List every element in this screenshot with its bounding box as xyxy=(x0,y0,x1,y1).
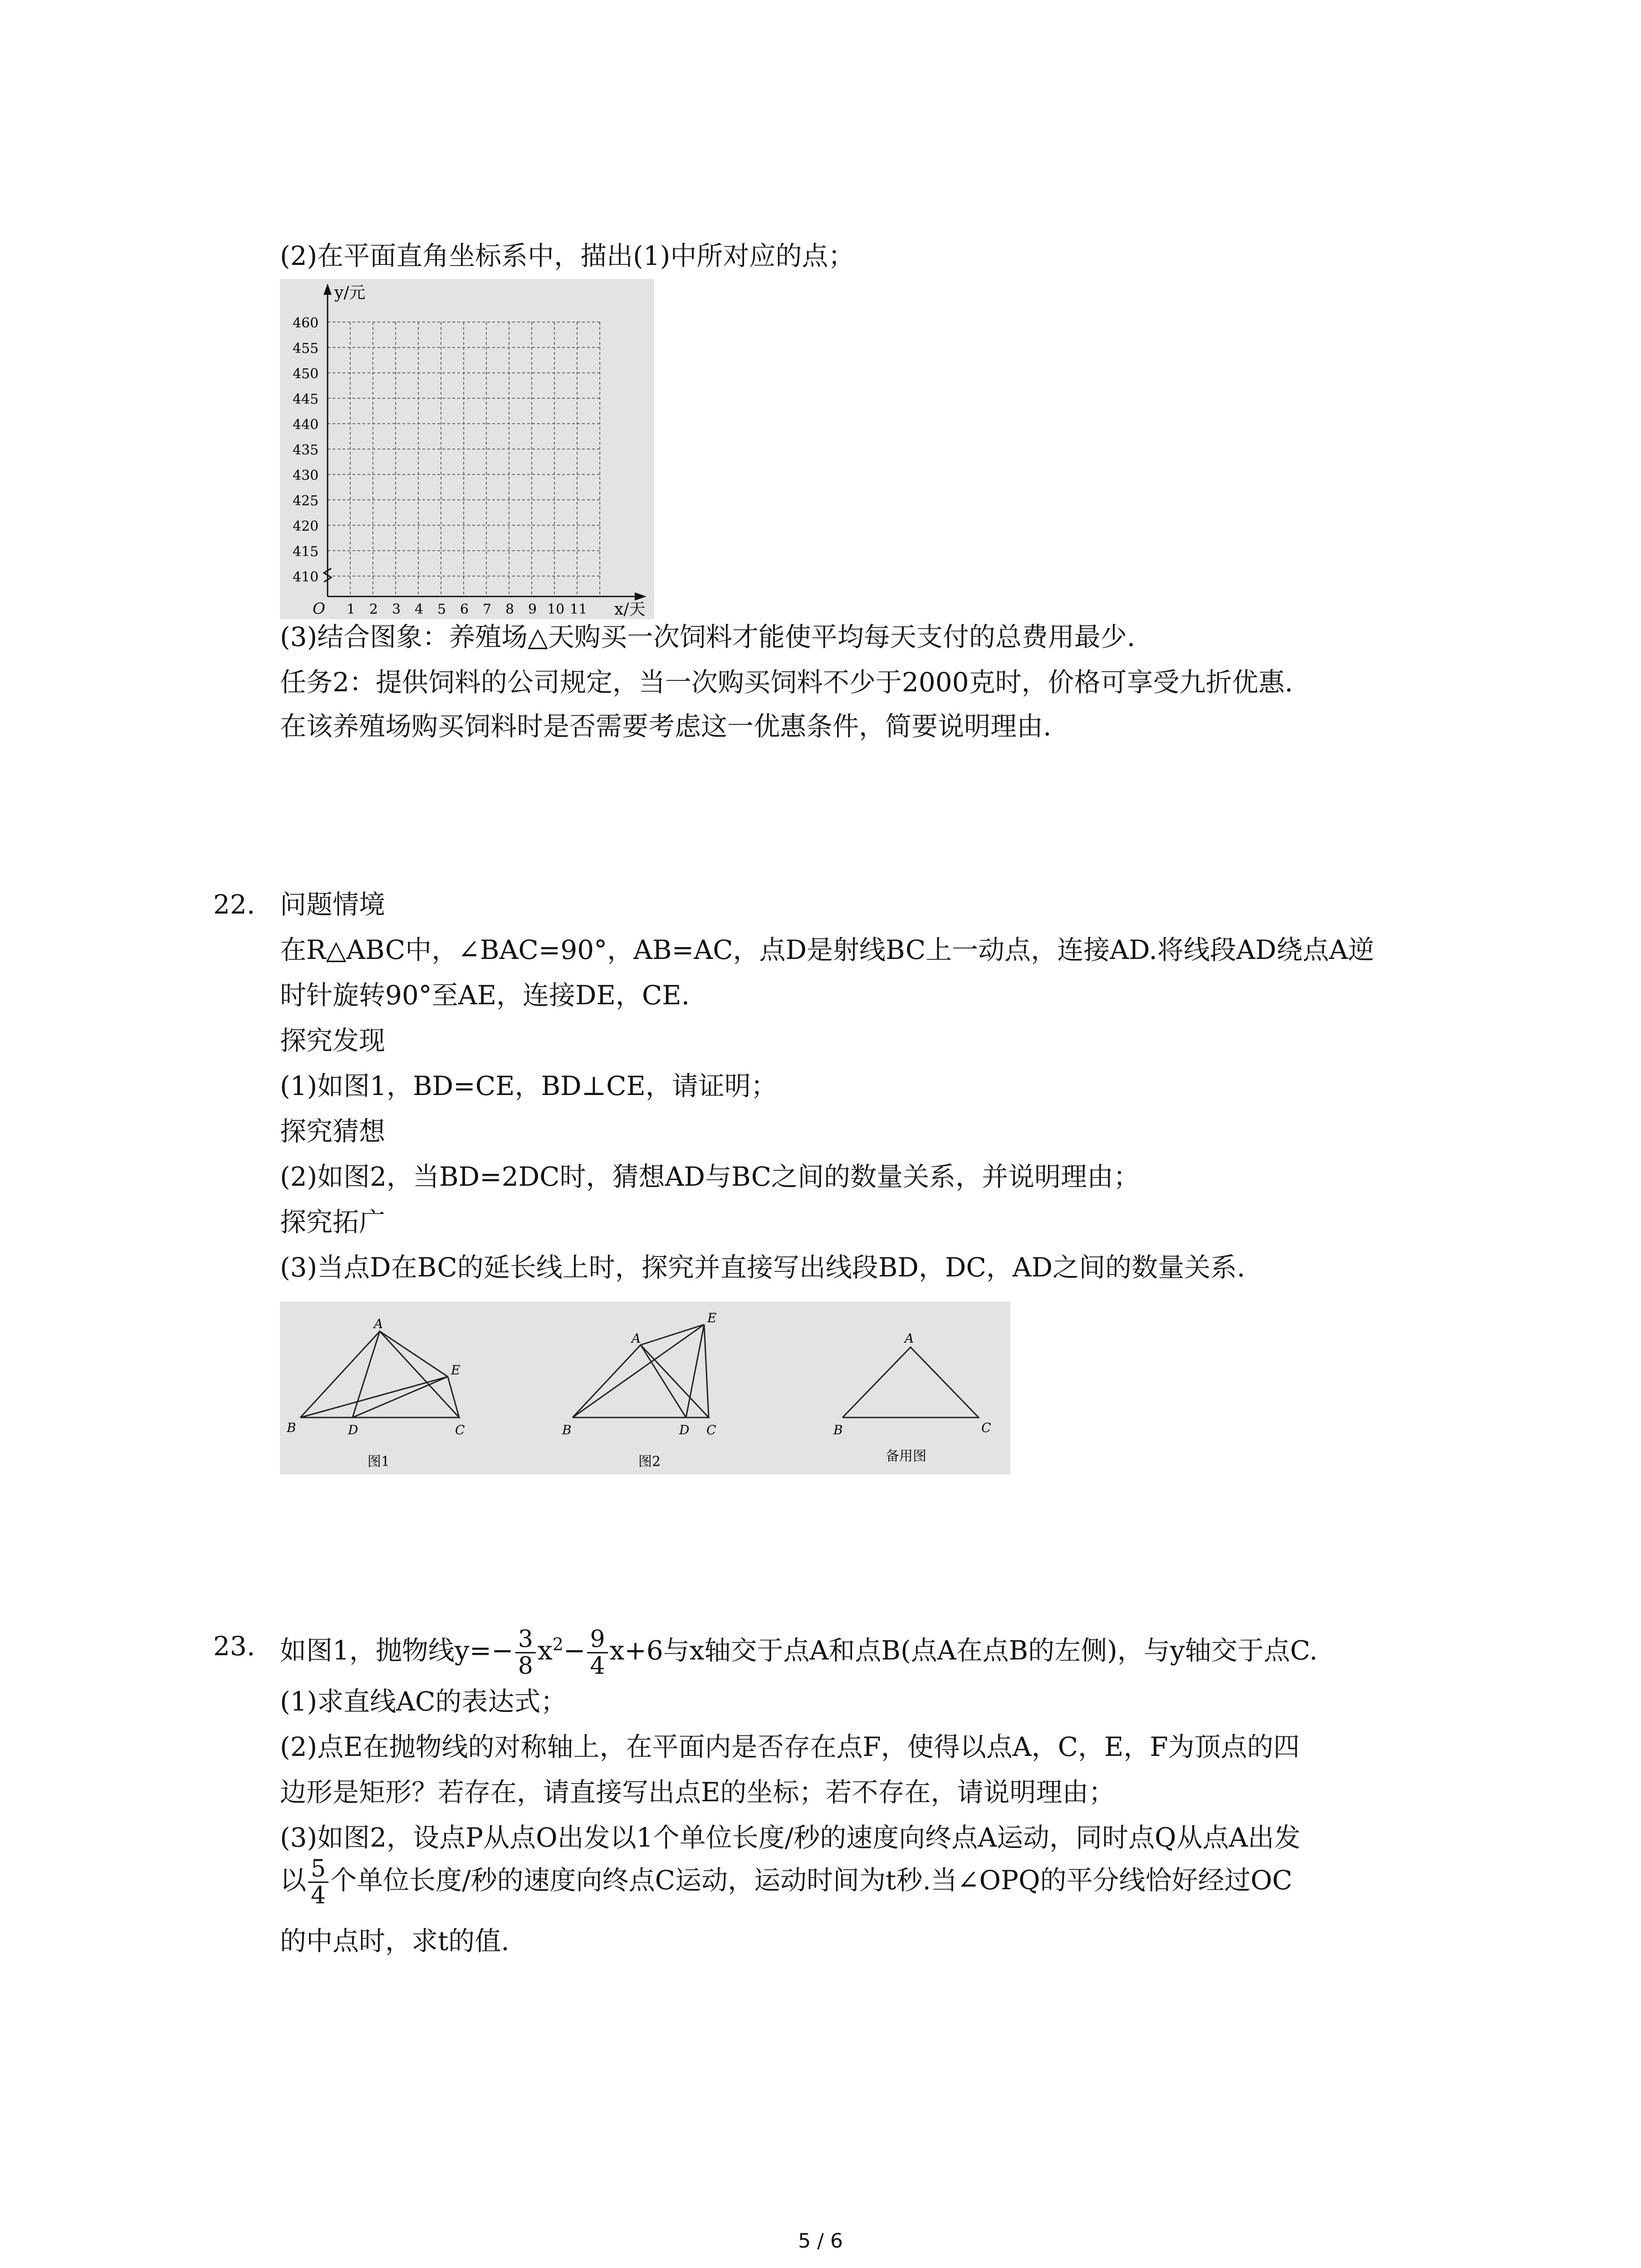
x-tick-label: 4 xyxy=(415,601,424,617)
q23-part1: (1)求直线AC的表达式； xyxy=(280,1686,567,1717)
q22-heading-guess: 探究猜想 xyxy=(280,1116,386,1147)
x-axis-arrow xyxy=(635,592,647,601)
y-tick-label: 460 xyxy=(293,315,319,331)
origin-label: O xyxy=(313,600,325,618)
grid-chart-panel xyxy=(280,279,654,619)
fig3-label-a: A xyxy=(905,1331,914,1346)
q22-number: 22. xyxy=(213,889,255,920)
q21-part3: (3)结合图象：养殖场△天购买一次饲料才能使平均每天支付的总费用最少. xyxy=(280,621,1136,652)
q23-part3-line3: 的中点时，求t的值. xyxy=(280,1926,509,1956)
page-number: 5 / 6 xyxy=(798,2229,843,2253)
q22-figures-panel xyxy=(280,1302,1010,1474)
q23-part3-line1: (3)如图2，设点P从点O出发以1个单位长度/秒的速度向终点A运动，同时点Q从点A出发 xyxy=(280,1822,1301,1853)
figure-spare xyxy=(843,1347,979,1418)
y-tick-label: 430 xyxy=(293,468,319,484)
fig2-label-a: A xyxy=(632,1331,641,1346)
x-tick-label: 5 xyxy=(437,601,446,617)
q22-part2: (2)如图2，当BD=2DC时，猜想AD与BC之间的数量关系，并说明理由； xyxy=(280,1161,1140,1192)
fig2-caption: 图2 xyxy=(638,1454,661,1470)
fig1-label-c: C xyxy=(455,1422,465,1437)
fraction-3-8: $\frac{3}{8}$ xyxy=(515,1627,536,1679)
y-tick-label: 455 xyxy=(293,341,319,357)
q22-heading-extend: 探究拓广 xyxy=(280,1207,386,1237)
q22-heading-discover: 探究发现 xyxy=(280,1025,386,1056)
q23-part3-line2: 以 $\frac{5}{4}$ 个单位长度/秒的速度向终点C运动，运动时间为t秒.当∠OPQ的平分线恰好经过OC xyxy=(280,1855,1293,1910)
y-tick-label: 425 xyxy=(293,493,319,509)
q22-figures xyxy=(280,1302,1010,1474)
x-tick-label: 8 xyxy=(505,601,514,617)
q22-intro-line2: 时针旋转90°至AE，连接DE，CE. xyxy=(280,980,690,1011)
x-tick-label: 1 xyxy=(347,601,356,617)
y-tick-label: 450 xyxy=(293,366,319,382)
fig1-label-d: D xyxy=(348,1422,358,1437)
x-tick-label: 10 xyxy=(547,601,565,617)
x-tick-label: 7 xyxy=(483,601,492,617)
y-axis-label: y/元 xyxy=(334,284,366,302)
y-tick-label: 410 xyxy=(293,569,319,585)
fig2-label-b: B xyxy=(562,1422,572,1437)
y-axis-arrow xyxy=(323,284,332,295)
q23-part2-line2: 边形是矩形？若存在，请直接写出点E的坐标；若不存在，请说明理由； xyxy=(280,1777,1115,1808)
fig2-label-c: C xyxy=(706,1422,716,1437)
fig2-label-e: E xyxy=(707,1310,717,1325)
fig1-label-e: E xyxy=(451,1363,460,1378)
x-tick-label: 9 xyxy=(528,601,537,617)
q23-line1: 如图1，抛物线y=− $\frac{3}{8}$ $x^2-$ $\frac{9}{4}$ x+6与x轴交于点A和点B(点A在点B的左侧)，与y轴交于点C. xyxy=(280,1625,1318,1680)
fig1-caption: 图1 xyxy=(367,1454,390,1470)
x-tick-label: 6 xyxy=(460,601,469,617)
q21-task2-line1: 任务2：提供饲料的公司规定，当一次购买饲料不少于2000克时，价格可享受九折优惠. xyxy=(280,667,1293,698)
figure-1 xyxy=(300,1331,459,1418)
fig1-label-b: B xyxy=(287,1420,296,1435)
x-tick-label: 11 xyxy=(570,601,588,617)
q22-part1: (1)如图1，BD=CE，BD⊥CE，请证明； xyxy=(280,1070,777,1101)
y-tick-label: 445 xyxy=(293,391,319,407)
x-tick-label: 3 xyxy=(392,601,401,617)
fraction-5-4: $\frac{5}{4}$ xyxy=(308,1856,328,1908)
fig1-label-a: A xyxy=(374,1316,383,1331)
fig3-label-b: B xyxy=(833,1422,843,1437)
fig3-label-c: C xyxy=(981,1420,991,1435)
q22-heading: 问题情境 xyxy=(280,889,386,920)
y-tick-label: 440 xyxy=(293,417,319,433)
q22-part3: (3)当点D在BC的延长线上时，探究并直接写出线段BD，DC，AD之间的数量关系. xyxy=(280,1252,1245,1283)
fig2-label-d: D xyxy=(679,1422,690,1437)
y-tick-label: 420 xyxy=(293,518,319,534)
axis-break-icon xyxy=(324,568,331,582)
q21-task2-line2: 在该养殖场购买饲料时是否需要考虑这一优惠条件，简要说明理由. xyxy=(280,711,1052,742)
y-tick-label: 435 xyxy=(293,442,319,458)
q22-intro-line1: 在R△ABC中，∠BAC=90°，AB=AC，点D是射线BC上一动点，连接AD.将线段AD绕点A逆 xyxy=(280,934,1375,965)
fraction-9-4: $\frac{9}{4}$ xyxy=(587,1627,607,1679)
grid-chart xyxy=(280,279,654,619)
q23-part2-line1: (2)点E在抛物线的对称轴上，在平面内是否存在点F，使得以点A，C，E，F为顶点的四 xyxy=(280,1731,1300,1762)
q21-part2: (2)在平面直角坐标系中，描出(1)中所对应的点； xyxy=(280,240,855,271)
x-tick-label: 2 xyxy=(369,601,378,617)
fig3-caption: 备用图 xyxy=(886,1448,926,1464)
x-axis-label: x/天 xyxy=(614,600,646,619)
y-tick-label: 415 xyxy=(293,544,319,560)
q23-number: 23. xyxy=(213,1631,255,1662)
